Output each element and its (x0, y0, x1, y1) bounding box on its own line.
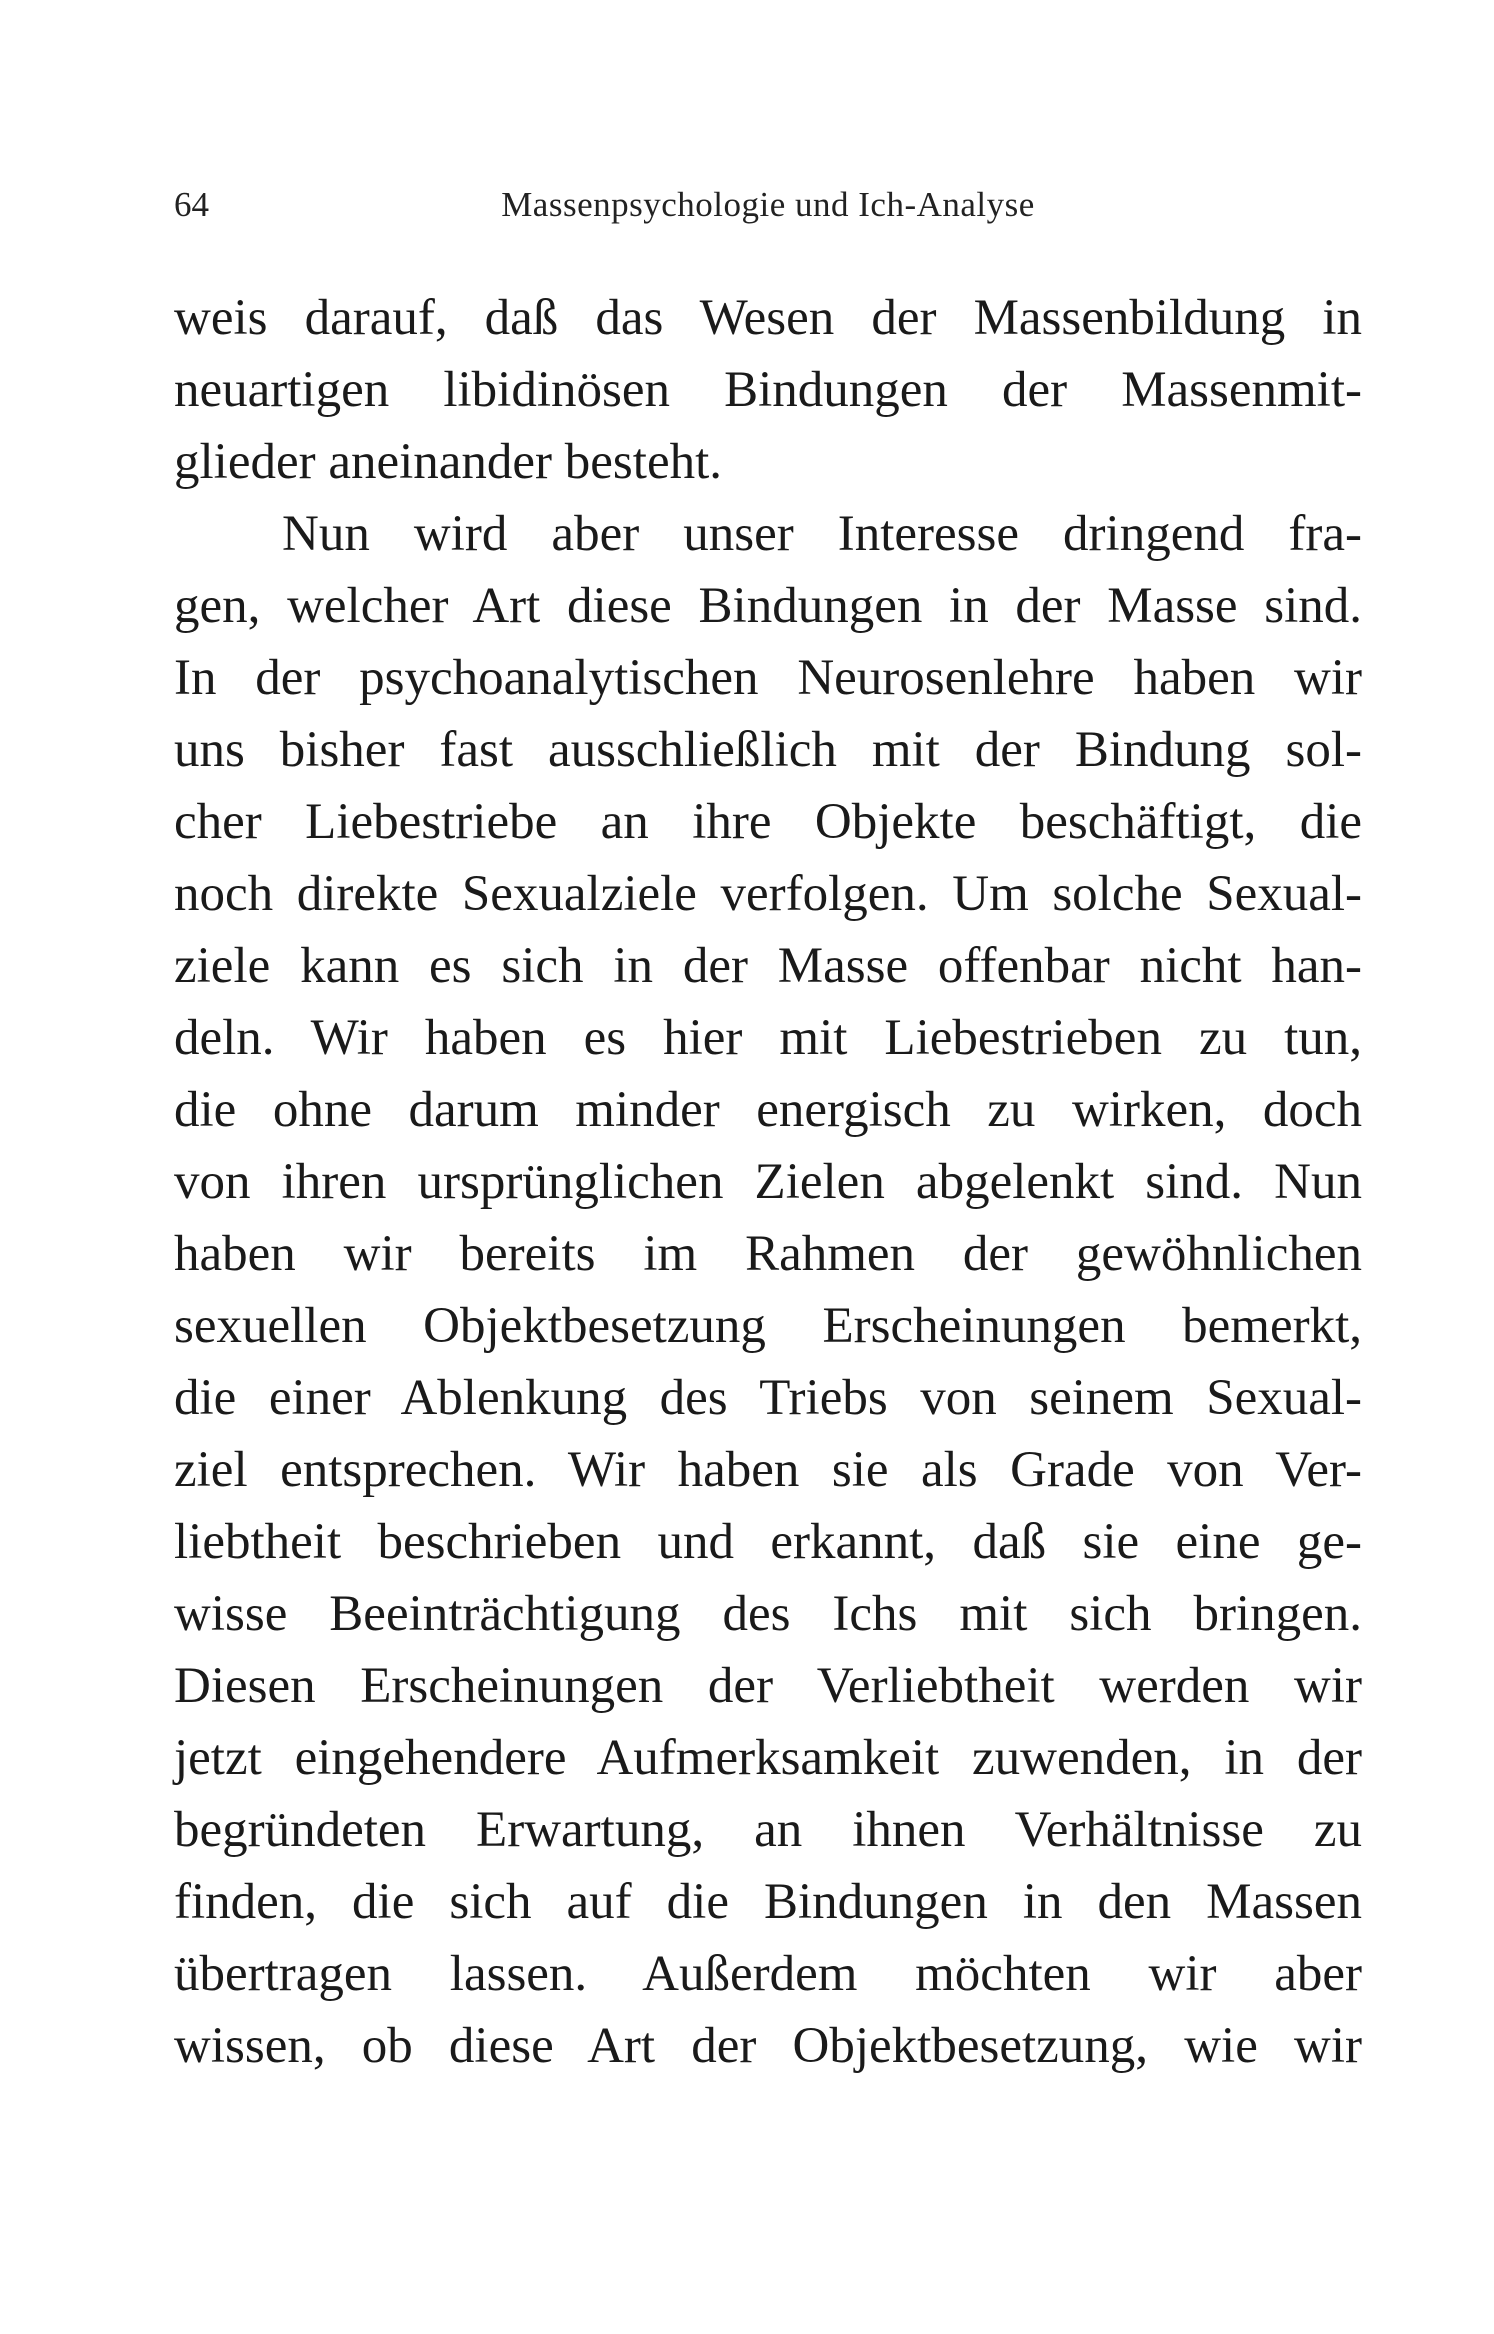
text-line: wissen, ob diese Art der Objektbesetzung, wie wir (174, 2018, 1362, 2074)
running-head (174, 182, 1362, 228)
paragraph-first-line: Nun wird aber unser Interesse dringend fra- (282, 506, 1362, 562)
text-line: weis darauf, daß das Wesen der Massenbildung in (174, 290, 1362, 346)
text-line: uns bisher fast ausschließlich mit der Bindung sol- (174, 722, 1362, 778)
text-line: noch direkte Sexualziele verfolgen. Um solche Sexual- (174, 866, 1362, 922)
text-line: deln. Wir haben es hier mit Liebestrieben zu tun, (174, 1010, 1362, 1066)
page-number: 64 (174, 185, 209, 224)
text-line: glieder aneinander besteht. (174, 434, 723, 490)
text-line: Diesen Erscheinungen der Verliebtheit werden wir (174, 1658, 1362, 1714)
text-line: jetzt eingehendere Aufmerksamkeit zuwenden, in der (174, 1730, 1362, 1786)
text-line: neuartigen libidinösen Bindungen der Massenmit- (174, 362, 1362, 418)
body-text (174, 282, 1362, 2082)
text-line: finden, die sich auf die Bindungen in den Massen (174, 1874, 1362, 1930)
text-line: liebtheit beschrieben und erkannt, daß sie eine ge- (174, 1514, 1362, 1570)
text-line: die ohne darum minder energisch zu wirken, doch (174, 1082, 1362, 1138)
text-line: cher Liebestriebe an ihre Objekte beschäftigt, die (174, 794, 1362, 850)
text-line: ziel entsprechen. Wir haben sie als Grade von Ver- (174, 1442, 1362, 1498)
text-line: wisse Beeinträchtigung des Ichs mit sich bringen. (174, 1586, 1362, 1642)
running-title: Massenpsychologie und Ich-Analyse (501, 185, 1035, 224)
text-line: In der psychoanalytischen Neurosenlehre haben wir (174, 650, 1362, 706)
text-line: die einer Ablenkung des Triebs von seinem Sexual- (174, 1370, 1362, 1426)
text-line: begründeten Erwartung, an ihnen Verhältnisse zu (174, 1802, 1362, 1858)
text-line: ziele kann es sich in der Masse offenbar nicht han- (174, 938, 1362, 994)
text-line: sexuellen Objektbesetzung Erscheinungen bemerkt, (174, 1298, 1362, 1354)
text-line: gen, welcher Art diese Bindungen in der Masse sind. (174, 578, 1362, 634)
text-line: von ihren ursprünglichen Zielen abgelenkt sind. Nun (174, 1154, 1362, 1210)
text-line: haben wir bereits im Rahmen der gewöhnlichen (174, 1226, 1362, 1282)
text-line: übertragen lassen. Außerdem möchten wir aber (174, 1946, 1362, 2002)
